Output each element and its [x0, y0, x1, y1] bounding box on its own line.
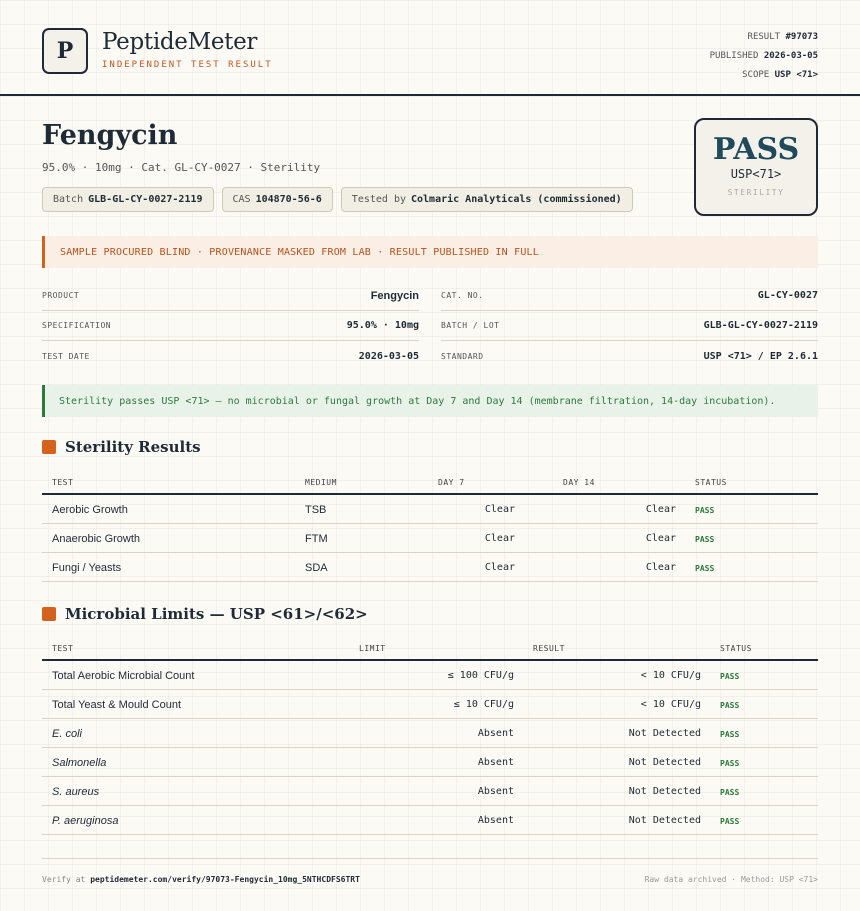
col-header: TEST — [52, 644, 74, 653]
pass-standard: USP<71> — [730, 167, 782, 181]
status-badge: PASS — [720, 759, 740, 768]
table-row — [42, 690, 818, 719]
report-footer — [42, 858, 818, 898]
batch-chip: Batch GLB-GL-CY-0027-2119 — [42, 187, 214, 212]
col-header: DAY 14 — [563, 478, 595, 487]
info-value: 95.0% · 10mg — [346, 320, 419, 331]
info-value: 2026-03-05 — [358, 350, 419, 362]
cell-test: Aerobic Growth — [52, 504, 128, 516]
status-badge: PASS — [720, 730, 740, 739]
cell-limit: Absent — [477, 815, 514, 826]
info-value: GL-CY-0027 — [757, 290, 818, 301]
sterility-table — [42, 470, 818, 582]
section-title: Sterility Results — [65, 438, 201, 456]
section-marker — [42, 607, 56, 621]
microbial-table — [42, 636, 818, 835]
cell-result: Not Detected — [628, 757, 701, 768]
status-badge: PASS — [720, 672, 740, 681]
info-specification — [42, 311, 419, 341]
section-title: Microbial Limits — USP <61>/<62> — [65, 605, 368, 623]
col-header: LIMIT — [359, 644, 386, 653]
cell-day7: Clear — [484, 533, 515, 544]
cell-test: Salmonella — [52, 757, 107, 769]
cell-day7: Clear — [484, 504, 515, 515]
table-row — [42, 661, 818, 690]
blind-notice: SAMPLE PROCURED BLIND · PROVENANCE MASKED FROM LAB · RESULT PUBLISHED IN FULL — [42, 236, 818, 268]
col-header: STATUS — [695, 478, 727, 487]
brand-name: PeptideMeter — [102, 29, 258, 55]
status-badge: PASS — [720, 817, 740, 826]
tested-by-chip: Tested by Colmaric Analyticals (commissioned) — [341, 187, 633, 212]
info-value: USP <71> / EP 2.6.1 — [703, 350, 818, 362]
table-header — [42, 636, 818, 661]
cell-day14: Clear — [645, 533, 676, 544]
cell-day14: Clear — [645, 504, 676, 515]
col-header: DAY 7 — [438, 478, 465, 487]
status-badge: PASS — [695, 535, 715, 544]
product-chips — [42, 187, 633, 212]
cell-test: Total Yeast & Mould Count — [52, 699, 182, 711]
col-header: RESULT — [533, 644, 565, 653]
meta-scope: SCOPE USP <71> — [742, 70, 818, 80]
logo: P — [42, 28, 88, 74]
table-row — [42, 553, 818, 582]
cell-limit: ≤ 100 CFU/g — [447, 670, 514, 681]
cell-limit: Absent — [477, 728, 514, 739]
cell-medium: SDA — [305, 562, 328, 574]
cell-day7: Clear — [484, 562, 515, 573]
cell-result: Not Detected — [628, 728, 701, 739]
sterility-heading — [42, 438, 201, 456]
cas-chip: CAS 104870-56-6 — [222, 187, 333, 212]
info-label: TEST DATE — [42, 351, 90, 361]
cell-result: Not Detected — [628, 786, 701, 797]
table-row — [42, 524, 818, 553]
info-label: CAT. NO. — [441, 291, 484, 300]
microbial-heading — [42, 605, 368, 623]
table-header — [42, 470, 818, 495]
product-title: Fengycin — [42, 120, 178, 151]
info-value: GLB-GL-CY-0027-2119 — [703, 320, 818, 331]
table-row — [42, 495, 818, 524]
summary-banner: Sterility passes USP <71> — no microbial or fungal growth at Day 7 and Day 14 (membrane filtration, 14-day incubation). — [42, 385, 818, 417]
pass-scope: STERILITY — [727, 188, 785, 197]
cell-medium: TSB — [305, 504, 327, 516]
report-meta — [710, 28, 818, 85]
status-badge: PASS — [695, 564, 715, 573]
info-label: SPECIFICATION — [42, 321, 112, 330]
info-test-date — [42, 341, 419, 371]
brand-subtitle: INDEPENDENT TEST RESULT — [102, 60, 273, 70]
info-cat-no — [441, 281, 818, 311]
cell-result: < 10 CFU/g — [640, 699, 701, 710]
cell-day14: Clear — [645, 562, 676, 573]
cell-test: E. coli — [52, 728, 82, 740]
info-label: PRODUCT — [42, 291, 80, 300]
meta-result: RESULT #97073 — [747, 32, 818, 42]
verify-label: Verify at — [42, 875, 86, 884]
section-marker — [42, 440, 56, 454]
table-row — [42, 719, 818, 748]
cell-result: Not Detected — [628, 815, 701, 826]
report-header — [0, 0, 860, 96]
info-standard — [441, 341, 818, 371]
meta-published: PUBLISHED 2026-03-05 — [709, 51, 818, 61]
cell-test: P. aeruginosa — [52, 815, 119, 827]
cell-limit: Absent — [477, 757, 514, 768]
product-subtitle: 95.0% · 10mg · Cat. GL-CY-0027 · Sterility — [42, 161, 321, 174]
cell-medium: FTM — [305, 533, 328, 545]
cell-test: S. aureus — [52, 786, 100, 798]
col-header: TEST — [52, 478, 74, 487]
cell-test: Anaerobic Growth — [52, 533, 141, 545]
info-label: BATCH / LOT — [441, 321, 500, 330]
pass-result: PASS — [712, 132, 800, 167]
info-batch — [441, 311, 818, 341]
status-badge: PASS — [720, 701, 740, 710]
cell-limit: Absent — [477, 786, 514, 797]
cell-limit: ≤ 10 CFU/g — [453, 699, 514, 710]
footer-method: Raw data archived · Method: USP <71> — [644, 875, 818, 884]
cell-test: Total Aerobic Microbial Count — [52, 670, 195, 682]
col-header: STATUS — [720, 644, 752, 653]
verify-text — [42, 875, 360, 884]
info-product — [42, 281, 419, 311]
status-badge: PASS — [695, 506, 715, 515]
status-badge: PASS — [720, 788, 740, 797]
info-value: Fengycin — [370, 289, 419, 302]
table-row — [42, 806, 818, 835]
cell-test: Fungi / Yeasts — [52, 562, 122, 574]
verify-link[interactable]: peptidemeter.com/verify/97073-Fengycin_10mg_5NTHCDFS6TRT — [90, 875, 360, 884]
table-row — [42, 748, 818, 777]
cell-result: < 10 CFU/g — [640, 670, 701, 681]
col-header: MEDIUM — [305, 478, 337, 487]
pass-badge — [694, 118, 818, 216]
info-label: STANDARD — [441, 351, 484, 361]
table-row — [42, 777, 818, 806]
